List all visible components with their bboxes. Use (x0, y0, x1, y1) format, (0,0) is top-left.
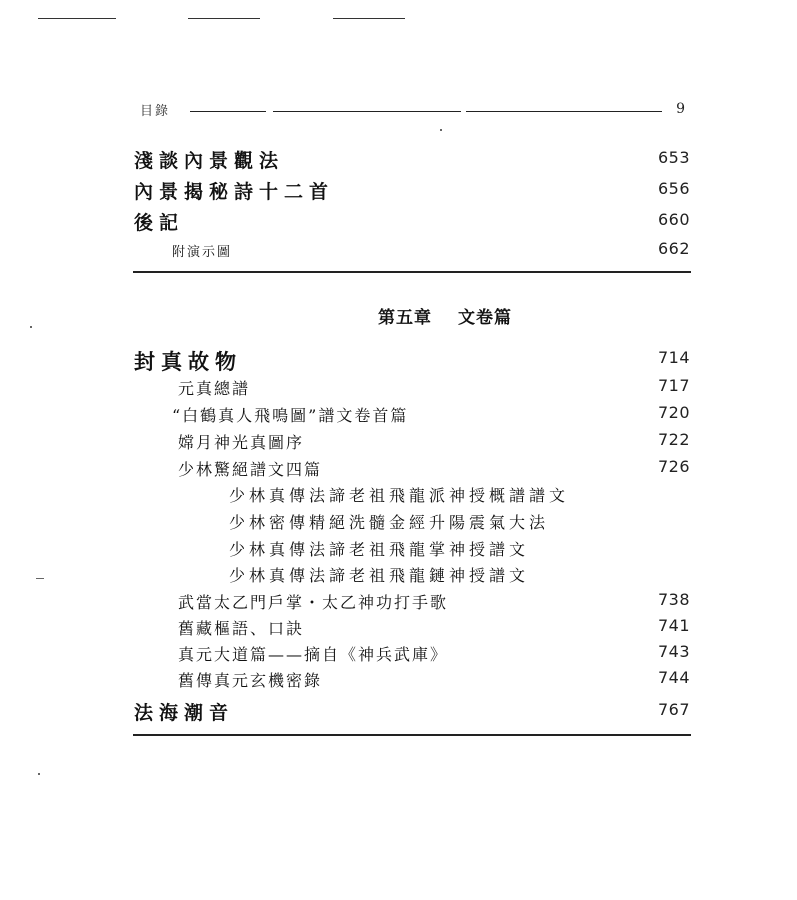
chapter-number: 第五章 (378, 308, 432, 328)
toc-entry-title: 武當太乙門戶掌・太乙神功打手歌 (178, 593, 449, 612)
toc-entry-title: 淺談內景觀法 (134, 150, 285, 172)
toc-entry-title: 少林密傳精絕洗髓金經升陽震氣大法 (229, 513, 550, 532)
toc-entry-page: 717 (657, 376, 690, 395)
toc-entry (134, 237, 690, 265)
toc-entry-page: 744 (657, 668, 690, 687)
toc-entry-page: 738 (657, 590, 690, 609)
bottom-divider (133, 734, 691, 736)
header-rule-1 (190, 111, 266, 112)
scan-speck (38, 773, 40, 775)
scan-speck (30, 326, 32, 328)
toc-entry-title: 嫦月神光真圖序 (178, 433, 305, 452)
running-header (140, 100, 685, 122)
toc-entry (134, 640, 690, 668)
header-page-number: 9 (676, 101, 685, 117)
toc-entry-title: 少林驚絕譜文四篇 (178, 460, 323, 479)
toc-entry-page: 653 (657, 148, 690, 167)
toc-entry-page: 720 (657, 403, 690, 422)
header-label: 目錄 (140, 104, 171, 119)
toc-entry-title: 少林真傳法諦老祖飛龍派神授概譜譜文 (229, 486, 570, 505)
toc-entry-title: 後記 (134, 212, 185, 234)
toc-entry (134, 374, 690, 402)
top-rule-3 (333, 18, 405, 19)
toc-entry-title: 少林真傳法諦老祖飛龍鏈神授譜文 (229, 566, 530, 585)
chapter-heading (0, 303, 797, 328)
toc-entry-title: 附演示圖 (172, 245, 233, 260)
toc-entry (134, 208, 690, 236)
toc-entry-page: 662 (657, 239, 690, 258)
toc-entry (134, 146, 690, 174)
toc-entry-title: 舊傳真元玄機密錄 (178, 671, 323, 690)
toc-entry (134, 535, 690, 563)
toc-entry (134, 481, 690, 509)
toc-entry (134, 666, 690, 694)
toc-entry-title: 元真總譜 (178, 379, 251, 398)
chapter-name: 文卷篇 (458, 308, 512, 328)
toc-entry (134, 508, 690, 536)
toc-entry-page: 726 (657, 457, 690, 476)
toc-entry (134, 698, 690, 726)
header-rule-2 (273, 111, 461, 112)
toc-entry-page: 656 (657, 179, 690, 198)
toc-entry (134, 455, 690, 483)
toc-entry-page: 714 (657, 348, 690, 367)
toc-entry-title: 少林真傳法諦老祖飛龍掌神授譜文 (229, 540, 530, 559)
toc-entry-page: 660 (657, 210, 690, 229)
toc-entry-page: 741 (657, 616, 690, 635)
toc-entry (134, 401, 690, 429)
toc-entry (134, 177, 690, 205)
header-rule-3 (466, 111, 662, 112)
toc-entry-page: 722 (657, 430, 690, 449)
toc-entry-page: 743 (657, 642, 690, 661)
toc-entry (134, 588, 690, 616)
top-rule-1 (38, 18, 116, 19)
toc-entry-page: 767 (657, 700, 690, 719)
toc-entry-title: 真元大道篇——摘自《神兵武庫》 (178, 645, 449, 664)
toc-entry-title: 封真故物 (134, 349, 242, 374)
toc-entry-title: “白鶴真人飛鳴圖”譜文卷首篇 (172, 406, 409, 425)
toc-entry-title: 內景揭秘詩十二首 (134, 181, 335, 203)
toc-entry (134, 428, 690, 456)
toc-entry (134, 346, 690, 374)
top-rule-2 (188, 18, 260, 19)
toc-entry-title: 舊藏樞語、口訣 (178, 619, 305, 638)
toc-entry (134, 614, 690, 642)
scan-speck (36, 578, 44, 579)
toc-entry (134, 561, 690, 589)
scan-speck (440, 129, 442, 131)
toc-entry-title: 法海潮音 (134, 702, 235, 724)
section-divider (133, 271, 691, 273)
